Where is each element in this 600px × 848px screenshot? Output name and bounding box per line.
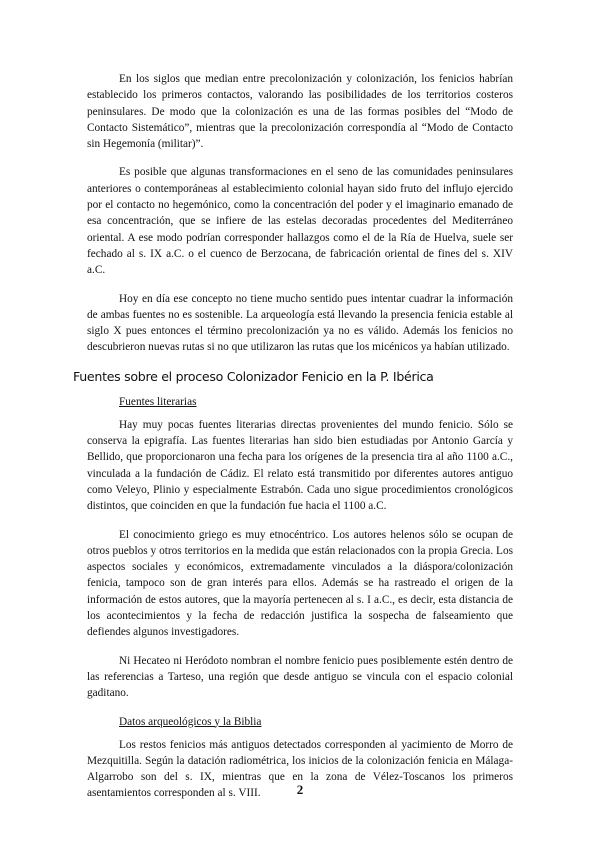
page-content [73,71,513,814]
paragraph-hecateo: Ni Hecateo ni Heródoto nombran el nombre fenicio pues posiblemente estén dentro de las referencias a Tarteso, una región que desde antiguo se vincula con el espacio colonial gaditano. [87,654,513,700]
subsection-title-literary: Fuentes literarias [119,395,197,408]
section-title: Fuentes sobre el proceso Colonizador Fenicio en la P. Ibérica [73,368,434,384]
paragraph-transformations: Es posible que algunas transformaciones en el seno de las comunidades peninsulares anteriores o contemporáneas al establecimiento colonial hayan sido fruto del influjo ejercido por el contacto no hegemónico, como la concentración del poder y el imaginario emanado de esa concentración, que se infiere de las estelas decoradas procedentes del Mediterráneo oriental. A ese modo podrían corresponder hallazgos como el de la Ría de Huelva, suele ser fechado al s. IX a.C. o el cuenco de Berzocana, de fabricación oriental de fines del s. XIV a.C. [87,166,513,277]
paragraph-archaeological-remains: Los restos fenicios más antiguos detectados corresponden al yacimiento de Morro de Mezquitilla. Según la datación radiométrica, los inicios de la colonización fenicia en Málaga-Algarrobo son del s. IX, mientras que en la zona de Vélez-Toscanos los primeros asentamientos corresponden al s. VIII. [87,738,513,800]
paragraph-literary-sources: Hay muy pocas fuentes literarias directas provenientes del mundo fenicio. Sólo se conserva la epigrafía. Las fuentes literarias han sido bien estudiadas por Antonio García y Bellido, que proporcionaron una fecha para los orígenes de la presencia tira al año 1100 a.C., vinculada a la fundación de Cádiz. El relato está transmitido por diferentes autores antiguo como Veleyo, Plinio y especialmente Estrabón. Cada uno sigue procedimientos cronológicos distintos, que coinciden en que la fundación fue hacia el 1100 a.C. [87,418,513,513]
paragraph-concept: Hoy en día ese concepto no tiene mucho sentido pues intentar cuadrar la información de ambas fuentes no es sostenible. La arqueología está llevando la presencia fenicia estable al siglo X pues entonces el término precolonización ya no es válido. Además los fenicios no descubrieron nuevas rutas si no que utilizaron las rutas que los micénicos ya habían utilizado. [87,292,513,354]
page-number: 2 [296,782,304,797]
subsection-title-archaeology: Datos arqueológicos y la Biblia [119,715,262,728]
paragraph-precolonization: En los siglos que median entre precolonización y colonización, los fenicios habrían establecido los primeros contactos, valorando las posibilidades de los territorios costeros peninsulares. De modo que la colonización es una de las formas posibles del “Modo de Contacto Sistemático”, mientras que la precolonización correspondía al “Modo de Contacto sin Hegemonía (militar)”. [87,73,513,151]
paragraph-greek-knowledge: El conocimiento griego es muy etnocéntrico. Los autores helenos sólo se ocupan de otros pueblos y otros territorios en la medida que están relacionados con la propia Grecia. Los aspectos sociales y económicos, extremadamente vinculados a la diáspora/colonización fenicia, tampoco son de gran interés para ellos. Además se ha rastreado el origen de la información de estos autores, que la mayoría pertenecen al s. I a.C., es decir, esta distancia de los acontecimientos y la fecha de redacción justifica la sospecha de falseamiento que defiendes algunos investigadores. [87,528,513,639]
